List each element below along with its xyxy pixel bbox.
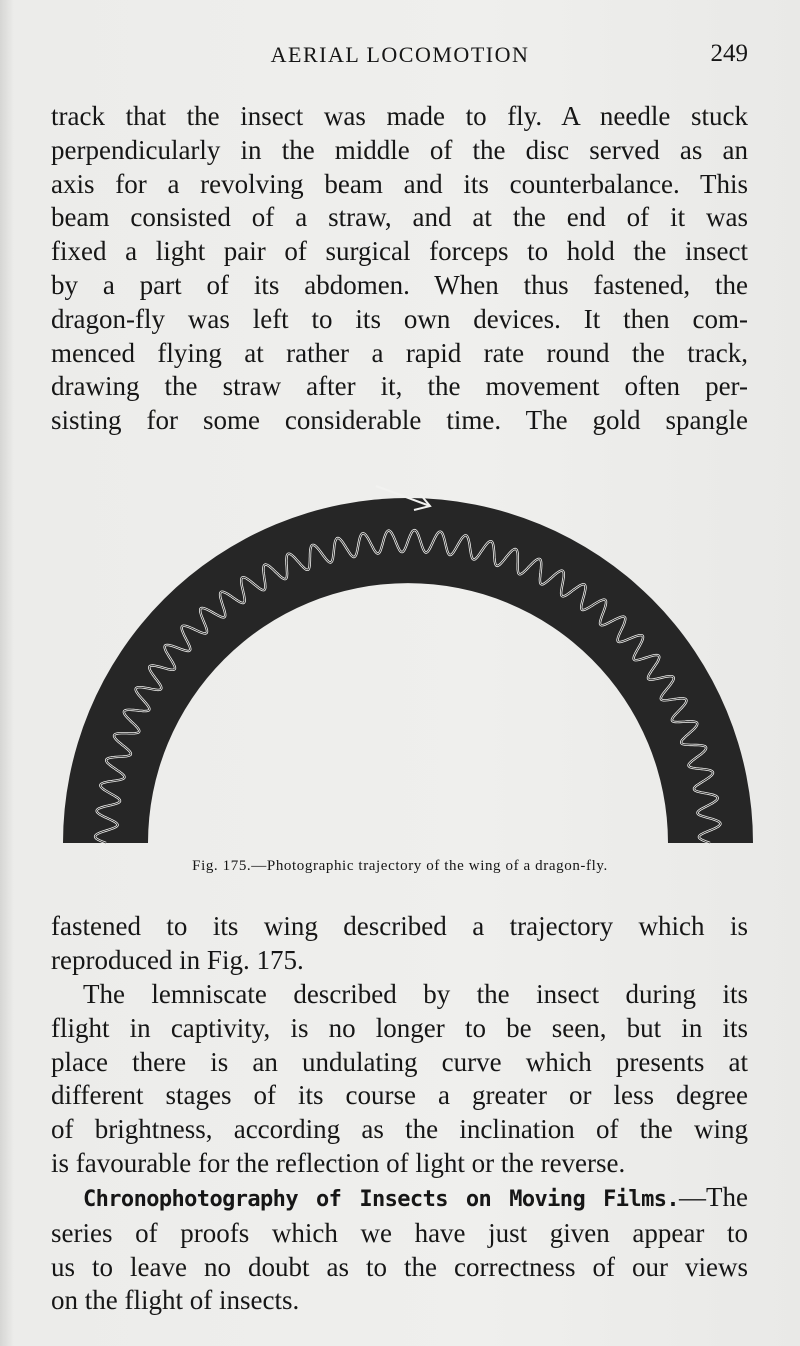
text-line: by a part of its abdomen. When thus fastened, the <box>51 269 748 300</box>
text-line: drawing the straw after it, the movement often per- <box>51 371 748 402</box>
text-line: us to leave no doubt as to the correctness of our views <box>51 1251 748 1282</box>
section-heading: Chronophotography of Insects on Moving Films. <box>83 1187 680 1212</box>
text-line: track that the insect was made to fly. A needle stuck <box>51 101 748 131</box>
paragraph-chronophotography <box>51 1181 748 1318</box>
text-line: dragon-fly was left to its own devices. It then com- <box>51 303 748 334</box>
text-line: axis for a revolving beam and its counterbalance. This <box>51 168 748 199</box>
text-line: of brightness, according as the inclination of the wing <box>51 1114 748 1145</box>
text-line: different stages of its course a greater or less degree <box>51 1080 748 1111</box>
figure-caption: Fig. 175.—Photographic trajectory of the wing of a dragon-fly. <box>192 858 608 874</box>
paragraph-figure-reference <box>51 910 748 978</box>
text-line <box>51 1181 748 1217</box>
text-line: is favourable for the reflection of light or the reverse. <box>51 1147 626 1178</box>
text-line: series of proofs which we have just given appear to <box>51 1217 748 1248</box>
text-line: on the flight of insects. <box>51 1285 300 1316</box>
running-title: AERIAL LOCOMOTION <box>270 42 530 67</box>
text-line: sisting for some considerable time. The gold spangle <box>51 405 748 436</box>
text-line: fastened to its wing described a trajectory which is <box>51 911 748 941</box>
text-line: perpendicularly in the middle of the disc served as an <box>51 134 748 165</box>
wing-trajectory-illustration <box>58 466 758 856</box>
circular-track <box>63 498 753 843</box>
text-line: menced flying at rather a rapid rate round the track, <box>51 337 748 368</box>
paragraph-lemniscate <box>51 978 748 1181</box>
page-header <box>50 42 750 76</box>
text-line: The lemniscate described by the insect during its <box>83 979 748 1009</box>
page-number: 249 <box>710 40 748 67</box>
heading-continuation: —The <box>679 1182 748 1212</box>
paragraph-continued <box>51 100 748 438</box>
text-line: flight in captivity, is no longer to be seen, but in its <box>51 1012 748 1043</box>
text-line: fixed a light pair of surgical forceps to hold the insect <box>51 236 748 267</box>
figure-175 <box>58 466 758 856</box>
text-line: beam consisted of a straw, and at the end of it was <box>51 202 748 233</box>
text-line: reproduced in Fig. 175. <box>51 944 304 975</box>
text-line: place there is an undulating curve which presents at <box>51 1046 748 1077</box>
